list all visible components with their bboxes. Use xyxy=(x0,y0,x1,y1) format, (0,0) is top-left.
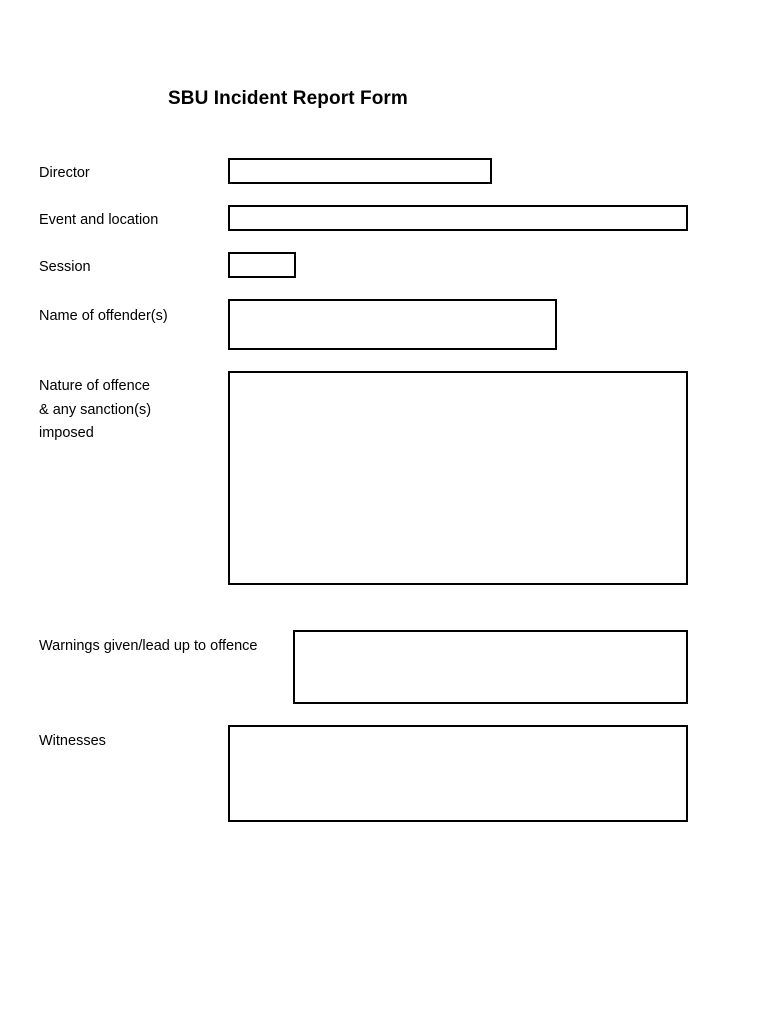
page-title: SBU Incident Report Form xyxy=(168,88,408,109)
offenders-field[interactable] xyxy=(228,299,557,350)
session-field[interactable] xyxy=(228,252,296,278)
nature-label xyxy=(39,375,151,446)
warnings-field[interactable] xyxy=(293,630,688,704)
nature-label-line-1: Nature of offence xyxy=(39,378,150,394)
offenders-label: Name of offender(s) xyxy=(39,308,168,324)
warnings-label: Warnings given/lead up to offence xyxy=(39,638,258,654)
director-label: Director xyxy=(39,165,90,181)
event-location-label: Event and location xyxy=(39,212,159,228)
nature-label-line-2: & any sanction(s) xyxy=(39,401,152,418)
nature-label-line-3: imposed xyxy=(39,425,94,441)
nature-field[interactable] xyxy=(228,371,688,585)
witnesses-label: Witnesses xyxy=(39,733,106,749)
session-label: Session xyxy=(39,259,91,275)
event-location-field[interactable] xyxy=(228,205,688,231)
director-field[interactable] xyxy=(228,158,492,184)
witnesses-field[interactable] xyxy=(228,725,688,822)
